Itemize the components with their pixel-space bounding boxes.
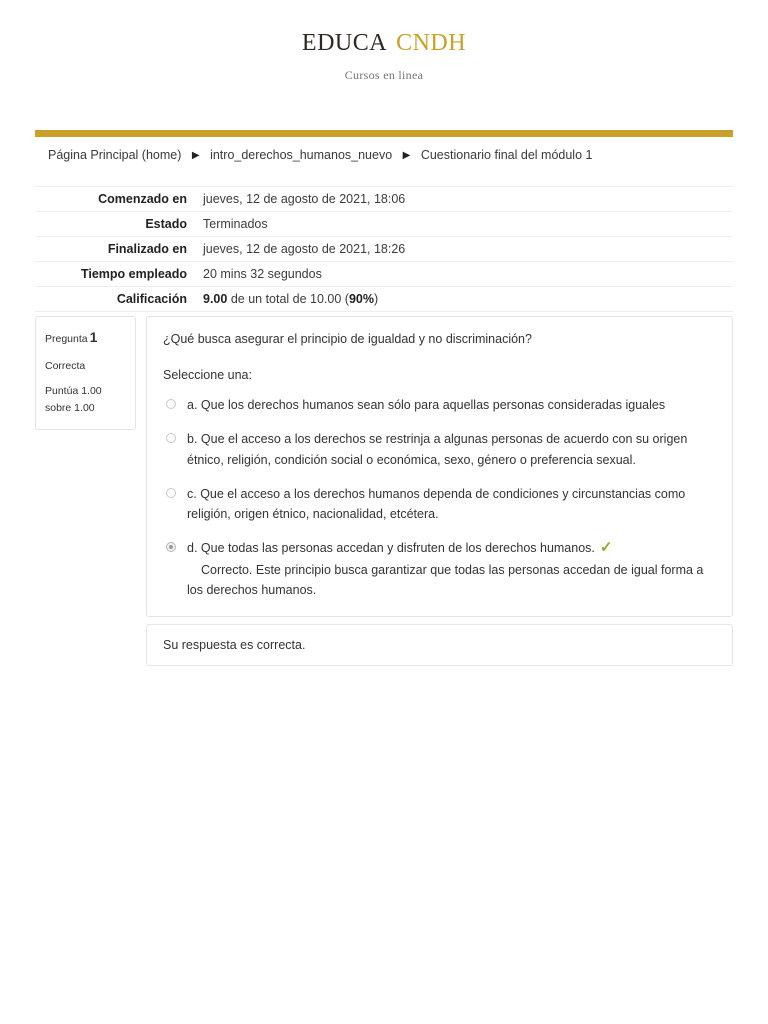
breadcrumb [48, 148, 592, 162]
grade-middle-text: de un total de 10.00 ( [227, 292, 349, 306]
question-state: Correcta [45, 359, 86, 372]
gold-divider [35, 130, 733, 137]
answer-option-d[interactable] [163, 538, 716, 600]
breadcrumb-separator-icon: ▶ [402, 150, 411, 161]
site-logo [0, 31, 768, 55]
summary-value-time-taken: 20 mins 32 segundos [203, 267, 322, 281]
summary-value-state: Terminados [203, 217, 268, 231]
summary-label-started: Comenzado en [98, 192, 187, 206]
question-number-label [45, 327, 126, 349]
answer-label-c: c. Que el acceso a los derechos humanos dependa de condiciones y circunstancias como religión, origen étnico, nacionalidad, etcétera. [187, 486, 686, 521]
summary-label-grade: Calificación [116, 292, 187, 306]
question-body [146, 316, 733, 617]
answer-label-a: a. Que los derechos humanos sean sólo para aquellas personas consideradas iguales [187, 398, 666, 412]
radio-button-d-icon[interactable] [166, 542, 176, 552]
grade-score: 9.00 [203, 292, 228, 306]
breadcrumb-item-course[interactable]: intro_derechos_humanos_nuevo [210, 148, 393, 162]
answer-option-b[interactable] [163, 429, 716, 470]
radio-button-c-icon[interactable] [166, 488, 176, 498]
answer-label-b: b. Que el acceso a los derechos se restrinja a algunas personas de acuerdo con su origen étnico, religión, condición social o económica, sexo, género o preferencia sexual. [187, 432, 688, 467]
radio-button-b-icon[interactable] [166, 433, 176, 443]
overall-feedback-box [146, 624, 733, 666]
table-row [35, 262, 733, 287]
summary-label-state: Estado [145, 217, 187, 231]
site-subtitle: Cursos en linea [344, 68, 424, 82]
question-info-panel [35, 316, 136, 430]
grade-percent: 90% [348, 292, 374, 306]
question-grade: Puntúa 1.00 sobre 1.00 [45, 384, 102, 414]
answer-feedback-d: Correcto. Este principio busca garantizar que todas las personas accedan de igual forma a los derechos humanos. [187, 562, 704, 597]
answer-option-a[interactable] [163, 395, 716, 415]
summary-label-completed: Finalizado en [107, 242, 187, 256]
grade-close-paren: ) [374, 292, 379, 306]
question-text: ¿Qué busca asegurar el principio de igualdad y no discriminación? [163, 332, 532, 346]
breadcrumb-separator-icon: ▶ [191, 150, 200, 161]
summary-value-grade [195, 287, 733, 312]
answer-option-c[interactable] [163, 484, 716, 525]
question-container [35, 316, 733, 617]
breadcrumb-item-quiz[interactable]: Cuestionario final del módulo 1 [420, 148, 593, 162]
answer-options-list [163, 395, 716, 600]
summary-label-time-taken: Tiempo empleado [80, 267, 187, 281]
table-row [35, 212, 733, 237]
table-row [35, 237, 733, 262]
attempt-summary-table [35, 186, 733, 312]
correct-check-icon: ✓ [599, 539, 613, 557]
table-row [35, 287, 733, 312]
question-prompt: Seleccione una: [163, 368, 252, 382]
question-label-text: Pregunta [45, 333, 88, 345]
overall-feedback-text: Su respuesta es correcta. [163, 638, 306, 652]
brand-secondary-text: CNDH [396, 30, 467, 56]
answer-label-d-wrapper [187, 538, 716, 600]
summary-value-completed: jueves, 12 de agosto de 2021, 18:26 [203, 242, 406, 256]
answer-label-d: d. Que todas las personas accedan y disfruten de los derechos humanos. [187, 541, 595, 556]
radio-button-a-icon[interactable] [166, 399, 176, 409]
table-row [35, 187, 733, 212]
brand-primary-text: EDUCA [301, 30, 388, 56]
breadcrumb-item-home[interactable]: Página Principal (home) [48, 148, 182, 162]
summary-value-started: jueves, 12 de agosto de 2021, 18:06 [203, 192, 406, 206]
question-number: 1 [89, 329, 98, 345]
site-header [0, 0, 768, 83]
